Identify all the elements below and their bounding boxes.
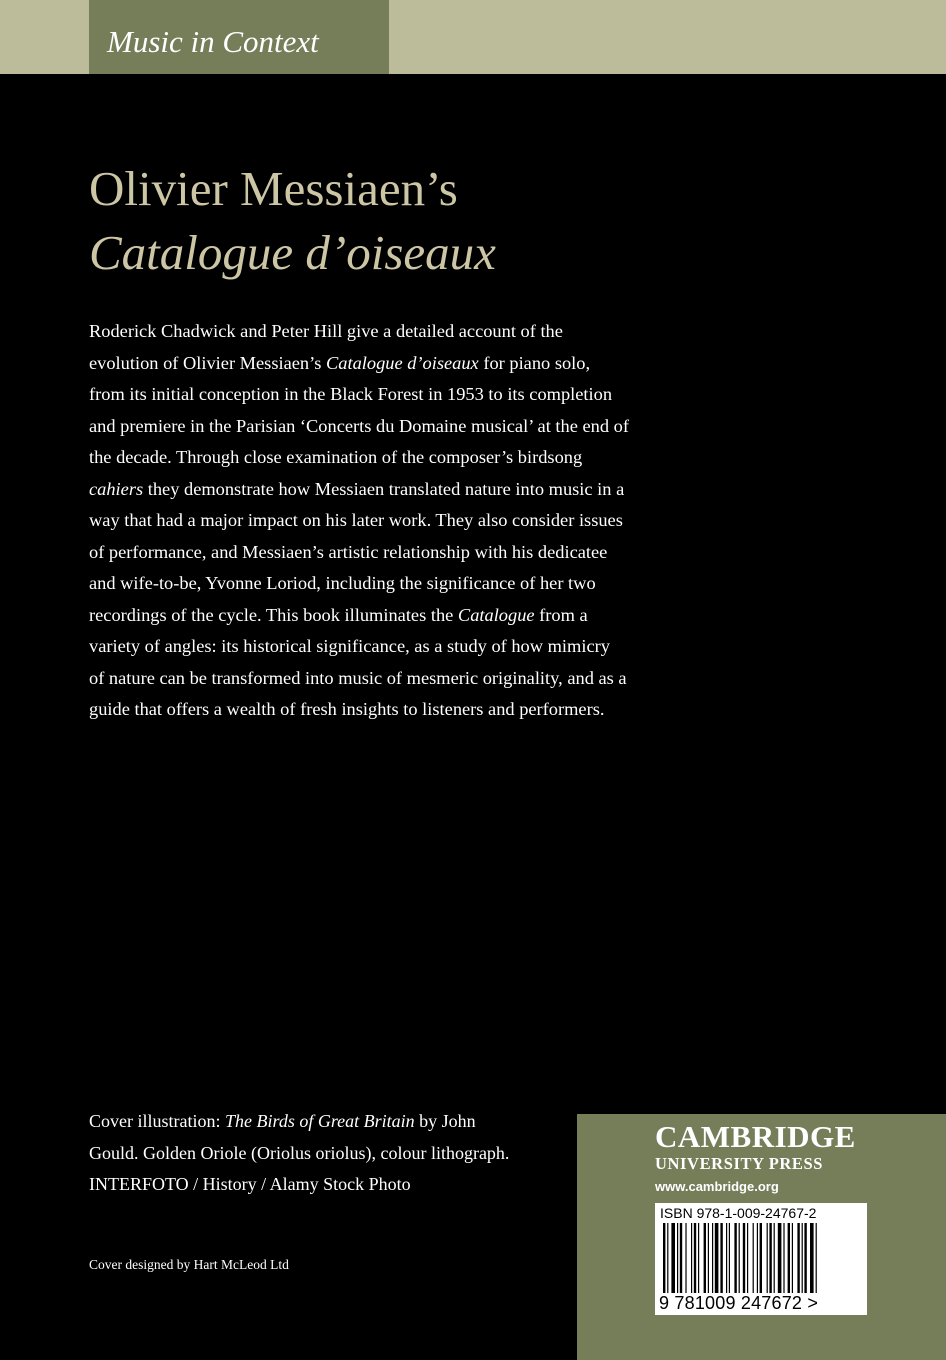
publisher-url[interactable]: www.cambridge.org [655,1179,779,1194]
barcode-icon [663,1223,859,1295]
barcode-panel [655,1203,867,1315]
blurb-italic-1: Catalogue d’oiseaux [326,352,479,373]
blurb-italic-3: Catalogue [457,604,535,625]
blurb-text-1: Roderick Chadwick and Peter Hill give a detailed account of the evolution of Olivier Messiaen’s [89,321,563,373]
series-label: Music in Context [107,24,319,59]
book-title [89,157,789,285]
publisher-name: CAMBRIDGE [655,1119,856,1154]
blurb [89,316,629,726]
barcode-digits: 9 781009 247672 > [659,1293,819,1313]
designer-credit: Cover designed by Hart McLeod Ltd [89,1257,289,1272]
publisher-subname: UNIVERSITY PRESS [655,1154,824,1173]
credit-prefix: Cover illustration: [89,1111,225,1131]
credit-rest: by John Gould. Golden Oriole (Oriolus oriolus), colour lithograph. INTERFOTO / History / Alamy Stock Photo [89,1111,510,1194]
credit-work: The Birds of Great Britain [224,1111,415,1131]
blurb-text-3: they demonstrate how Messiaen translated nature into music in a way that had a major impact on his later work. They also consider issues of performance, and Messiaen’s artistic relationship with his dedicatee and wife-to-be, Yvonne Loriod, including the significance of her two recordings of the cycle. This book illuminates the [89,478,625,625]
blurb-text-2: for piano solo, from its initial conception in the Black Forest in 1953 to its completion and premiere in the Parisian ‘Concerts du Domaine musical’ at the end of the decade. Through close examination of the composer’s birdsong [89,352,629,467]
blurb-paragraph [89,316,629,726]
cover-credit [89,1106,529,1201]
title-line-2: Catalogue d’oiseaux [89,225,496,280]
blurb-text-4: from a variety of angles: its historical significance, as a study of how mimicry of nature can be transformed into music of mesmeric originality, and as a guide that offers a wealth of fresh insights to listeners and performers. [89,604,627,719]
blurb-italic-2: cahiers [89,478,144,499]
title-line-1: Olivier Messiaen’s [89,161,458,216]
isbn-label: ISBN 978-1-009-24767-2 [660,1205,817,1221]
